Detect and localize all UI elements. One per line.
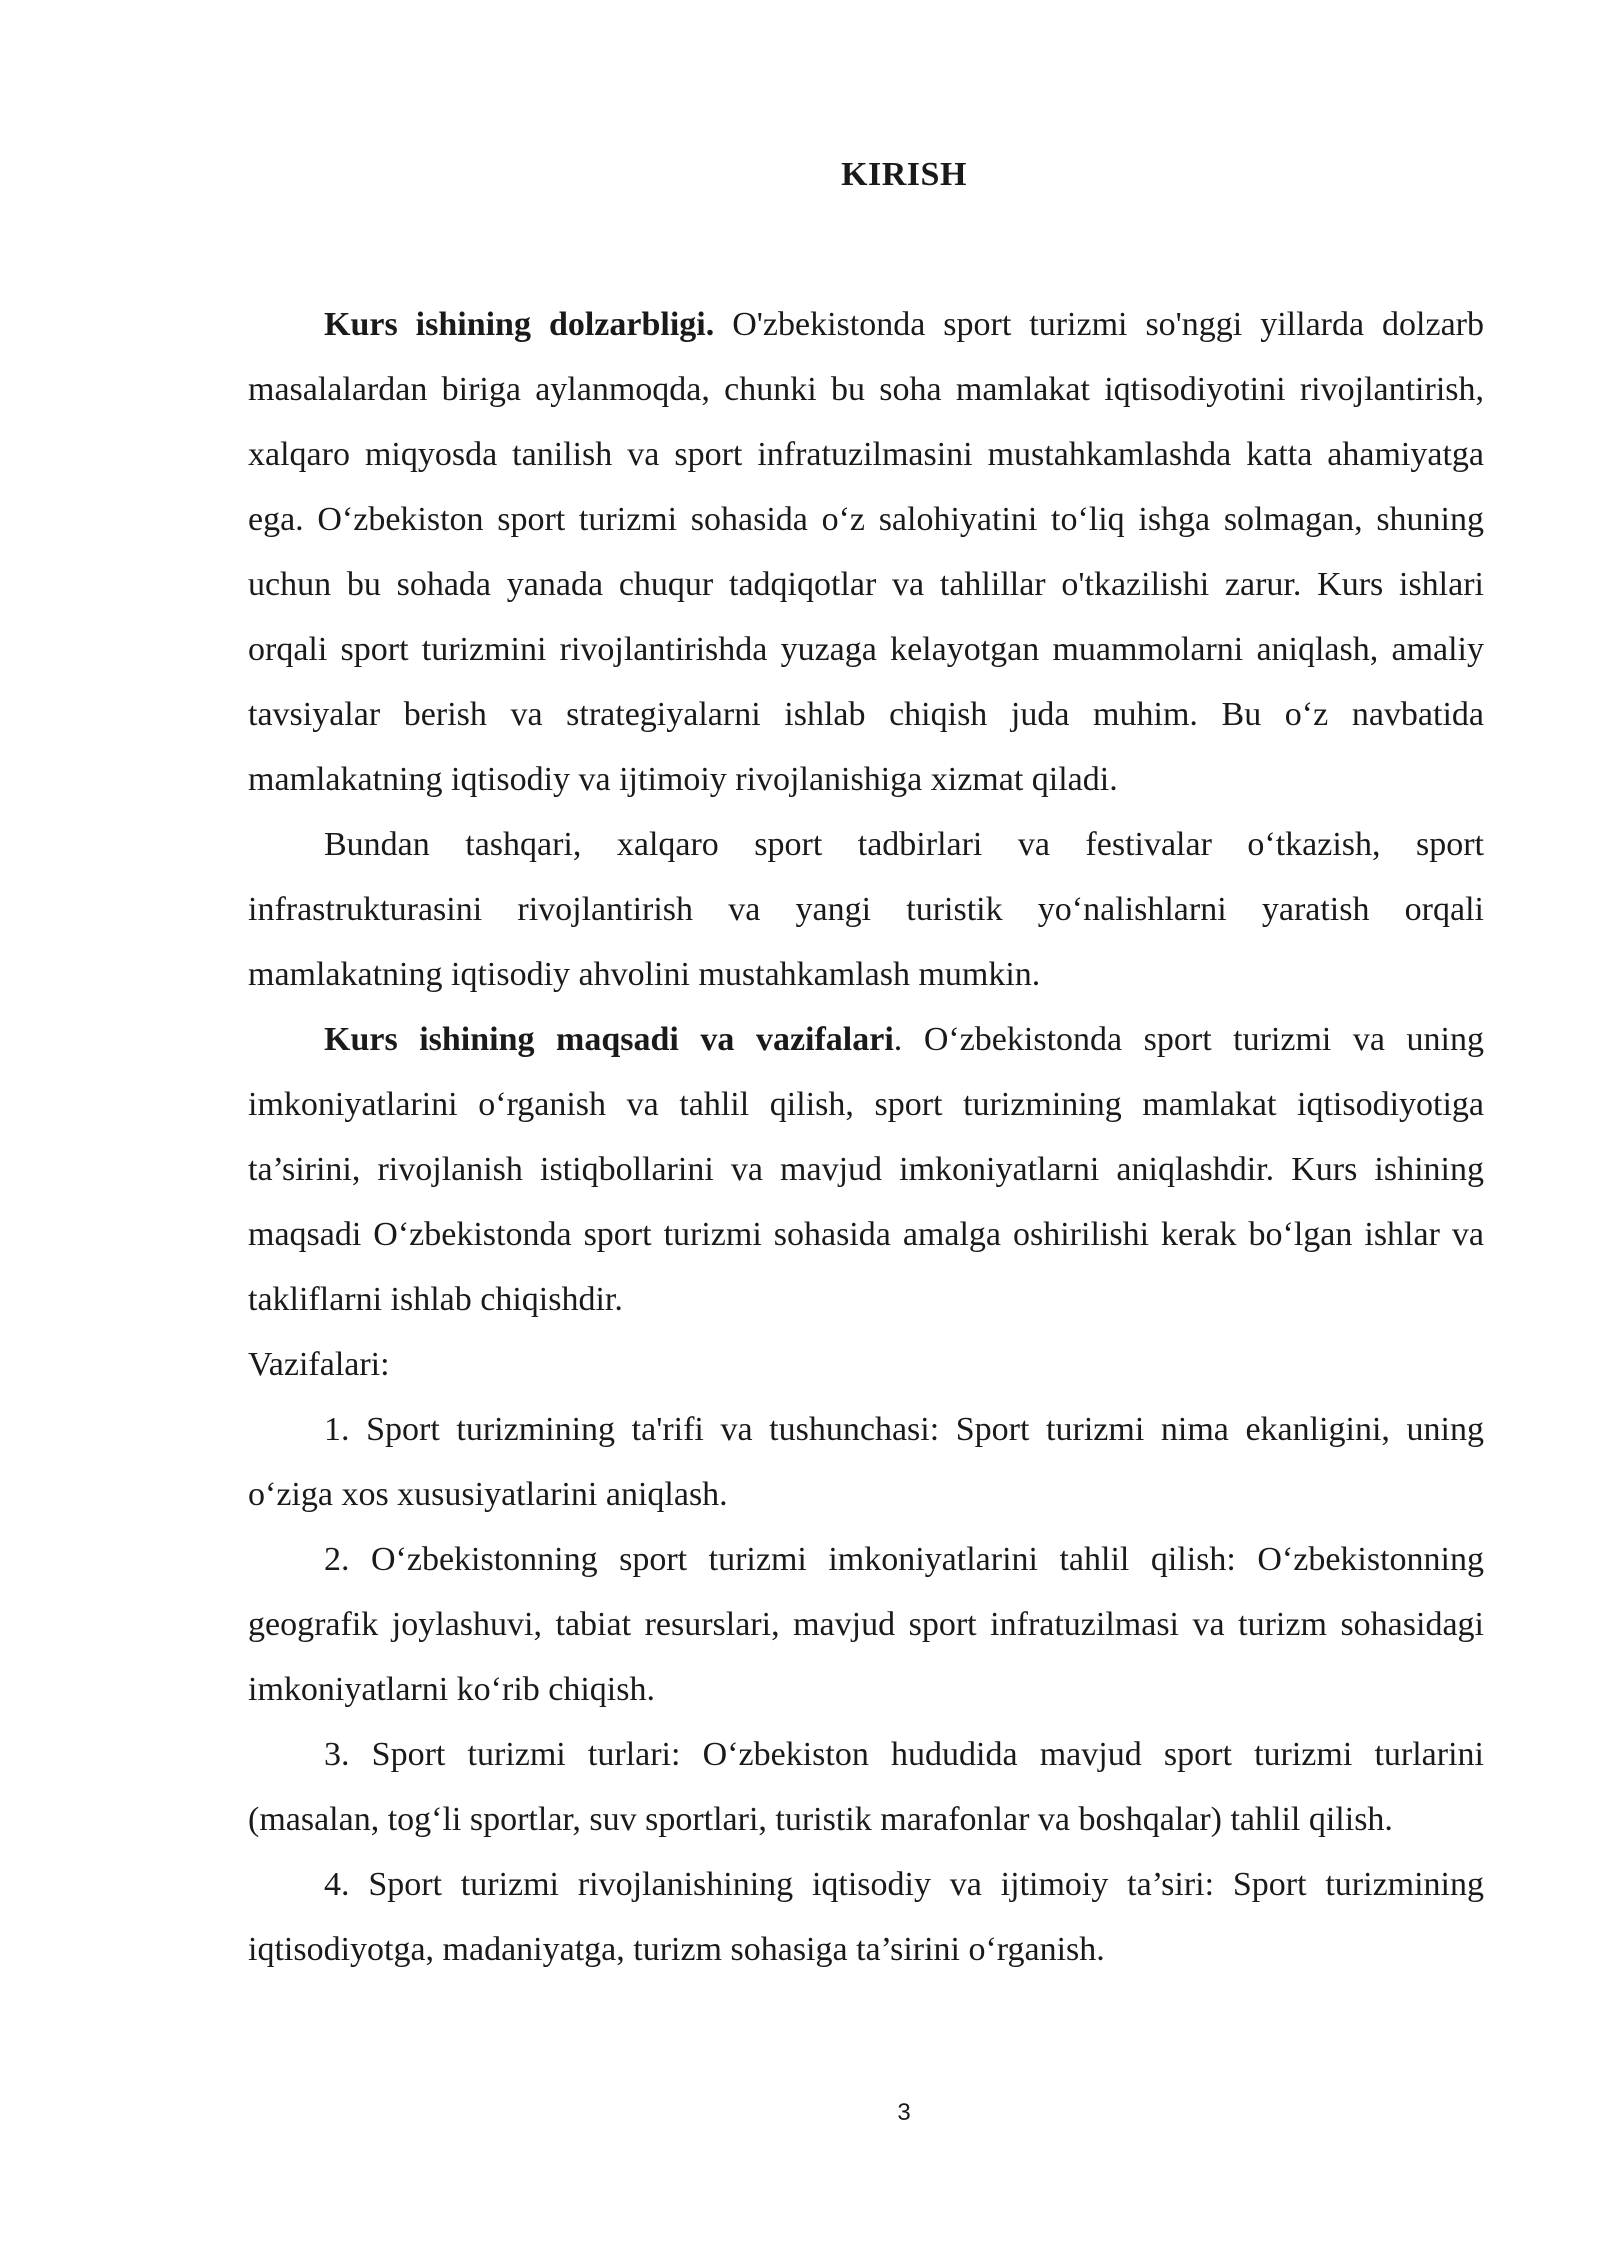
- page-title: KIRISH: [841, 156, 967, 193]
- paragraph-text-relevance: O'zbekistonda sport turizmi so'nggi yillarda dolzarb masalalardan biriga aylanmoqda, chunki bu soha mamlakat iqtisodiyotini rivojlantirish, xalqaro miqyosda tanilish va sport infratuzilmasini mustahkamlashda katta ahamiyatga ega. O‘zbekiston sport turizmi sohasida o‘z salohiyatini to‘liq ishga solmagan, shuning uchun bu sohada yanada chuqur tadqiqotlar va tahlillar o'tkazilishi zarur. Kurs ishlari orqali sport turizmini rivojlantirishda yuzaga kelayotgan muammolarni aniqlash, amaliy tavsiyalar berish va strategiyalarni ishlab chiqish juda muhim. Bu o‘z navbatida mamlakatning iqtisodiy va ijtimoiy rivojlanishiga xizmat qiladi.: [248, 306, 1484, 798]
- paragraph-lead-goals: Kurs ishining maqsadi va vazifalari: [324, 1021, 894, 1058]
- paragraph-lead-relevance: Kurs ishining dolzarbligi.: [324, 306, 715, 343]
- paragraph-relevance: [248, 292, 1484, 812]
- body-text: [248, 292, 1484, 1982]
- task-item: 2. O‘zbekistonning sport turizmi imkoniyatlarini tahlil qilish: O‘zbekistonning geografik joylashuvi, tabiat resurslari, mavjud sport infratuzilmasi va turizm sohasidagi imkoniyatlarni ko‘rib chiqish.: [248, 1541, 1484, 1708]
- paragraph-text-goals: . O‘zbekistonda sport turizmi va uning imkoniyatlarini o‘rganish va tahlil qilish, sport turizmining mamlakat iqtisodiyotiga ta’sirini, rivojlanish istiqbollarini va mavjud imkoniyatlarni aniqlashdir. Kurs ishining maqsadi O‘zbekistonda sport turizmi sohasida amalga oshirilishi kerak bo‘lgan ishlar va takliflarni ishlab chiqishdir.: [248, 1021, 1484, 1318]
- paragraph-additional: [248, 812, 1484, 1007]
- task-item: 4. Sport turizmi rivojlanishining iqtisodiy va ijtimoiy ta’siri: Sport turizmining iqtisodiyotga, madaniyatga, turizm sohasiga ta’sirini o‘rganish.: [248, 1866, 1484, 1968]
- paragraph-goals: [248, 1007, 1484, 1332]
- page-number: 3: [897, 2099, 911, 2126]
- paragraph-text-additional: Bundan tashqari, xalqaro sport tadbirlari va festivalar o‘tkazish, sport infrastrukturasini rivojlantirish va yangi turistik yo‘nalishlarni yaratish orqali mamlakatning iqtisodiy ahvolini mustahkamlash mumkin.: [248, 826, 1484, 993]
- tasks-heading: Vazifalari:: [248, 1346, 390, 1383]
- task-item: 1. Sport turizmining ta'rifi va tushunchasi: Sport turizmi nima ekanligini, uning o‘ziga xos xususiyatlarini aniqlash.: [248, 1411, 1484, 1513]
- task-item: 3. Sport turizmi turlari: O‘zbekiston hududida mavjud sport turizmi turlarini (masalan, tog‘li sportlar, suv sportlari, turistik marafonlar va boshqalar) tahlil qilish.: [248, 1736, 1484, 1838]
